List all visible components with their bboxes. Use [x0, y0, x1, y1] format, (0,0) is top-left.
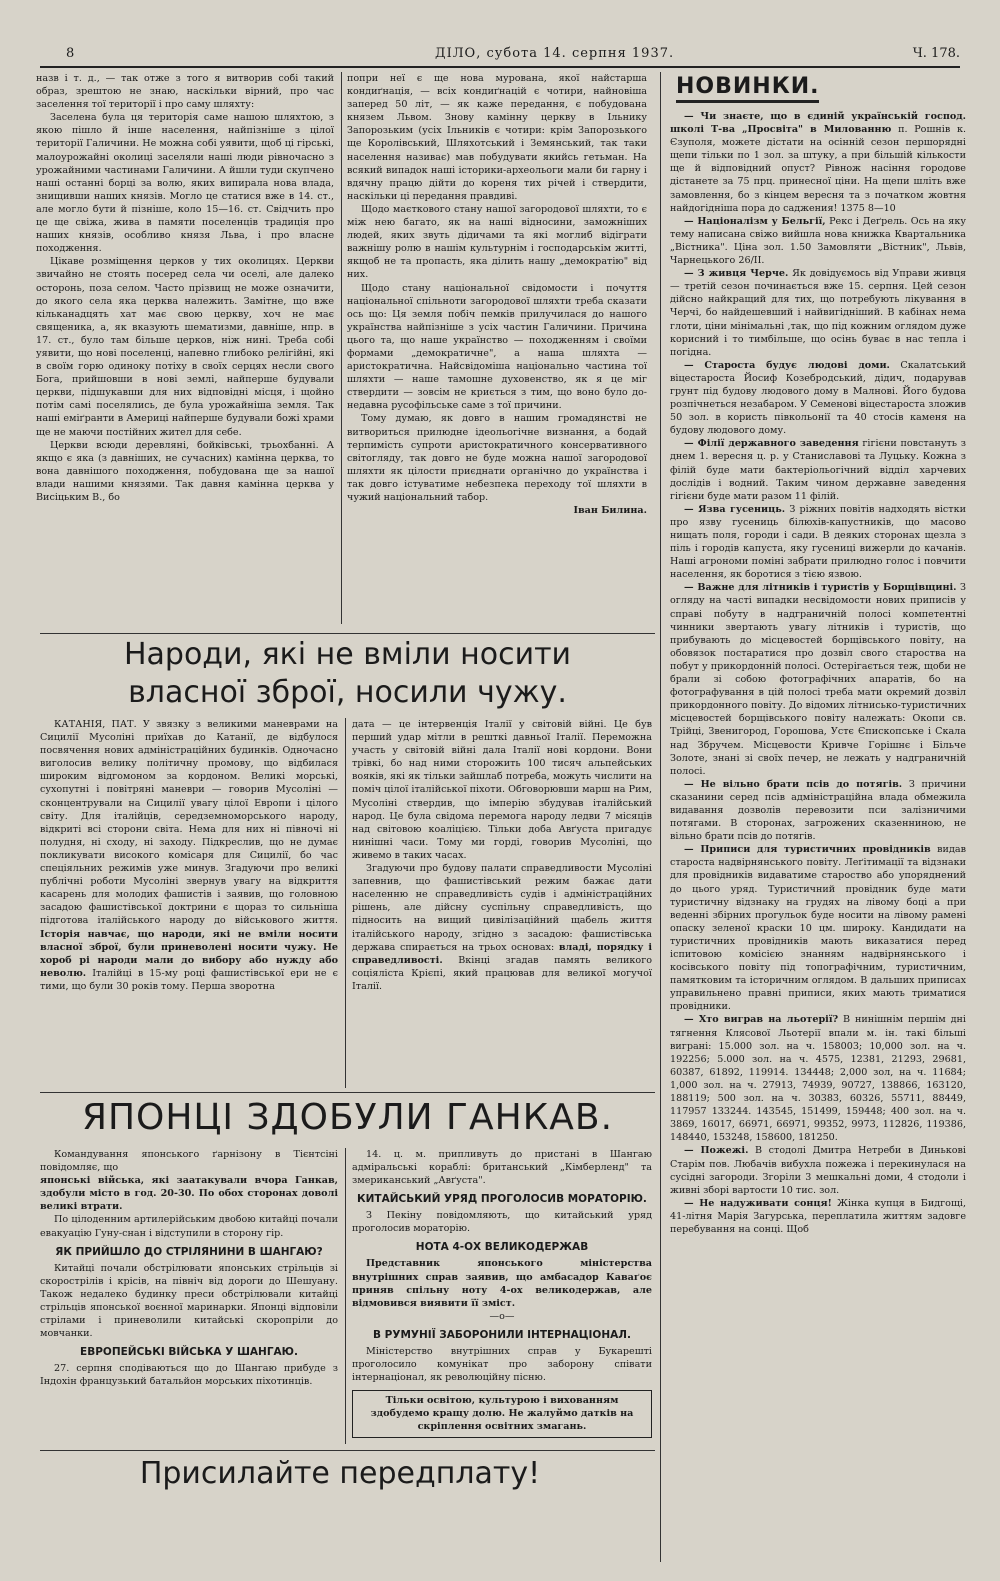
- paragraph-text: Згадуючи про будову палати справедливости Мусоліні запевнив, що фашистівський режим бажає дати населенню не справедливість судів і адміністраційних рішень, але дійсну суспільну справедливість, що підносить на вищий цивілізаційний щабель життя італійського народу, згідно з засадою: фашистівська держава спирається на трьох основах:: [352, 863, 652, 953]
- news-item-text: Як довідуємось від Управи живця — третій сезон починається вже 15. серпня. Цей сезон дійсно найкращий для тих, що потребують лікування в Черчі, бо найдешевший і найвигідніший. В кабінах нема глоти, ціни мінімальні ,так, що під кожним оглядом дуже корисний і то тимбільше, що осінь буває в нас тепла і погідна.: [670, 268, 966, 358]
- section-divider: [40, 1092, 655, 1093]
- news-item: [670, 1144, 966, 1196]
- italy-article-col-1: [40, 718, 338, 1090]
- headline-line: власної зброї, носили чужу.: [128, 675, 567, 710]
- divider-mark: —о—: [489, 1310, 515, 1322]
- news-item-lead: — Філії державного заведення: [684, 438, 859, 450]
- news-item-text: В нинішнім першім дні тягнення Клясової Льотерії впали м. ін. такі більші виграні: 15.000 зол. на ч. 158003; 10,000 зол. на ч. 192256; 5.000 зол. на ч. 4575, 12381, 21293, 29681, 60387, 61892, 119914. 134448; 2,000 зол, на ч. 11684; 1,000 зол. на ч. 27913, 74939, 90727, 138866, 163120, 188119; 500 зол. на ч. 30383, 60326, 55711, 88449, 117957 133244. 143545, 151499, 159448; 400 зол. на ч. 3869, 16017, 66971, 66971, 99352, 9973, 112826, 119386, 148440, 153248, 158600, 181250.: [670, 1014, 966, 1144]
- paragraph: 27. серпня сподіваються що до Шангаю прибуде з Індохін французький батальйон морських піхотинців.: [40, 1363, 338, 1388]
- paragraph: Міністерство внутрішних справ у Букарешті проголосило комунікат про заборону співати інтернаціонал, як революційну пісню.: [352, 1345, 652, 1384]
- news-item: [670, 778, 966, 843]
- news-item-text: Жінка купця в Бидгощі, 41-літня Марія Загурська, переплатила життям задовге перебування на сонці. Щоб: [670, 1197, 966, 1235]
- news-column: [670, 110, 966, 1570]
- paragraph: [352, 862, 652, 993]
- paragraph: З Пекіну повідомляють, що китайський уряд проголосив мораторію.: [352, 1210, 652, 1235]
- news-section-title: НОВИНКИ.: [676, 74, 819, 103]
- news-item-text: Рекс і Деґрель. Ось на яку тему написана свіжо вийшла нова книжка Квартальника „Вістника". Ціна зол. 1.50 Замовляти „Вістник", Львів, Чарнецького 26/ІІ.: [670, 215, 966, 267]
- news-item-text: гігієни повстануть з днем 1. вересня ц. р. у Станиславові та Луцьку. Кожна з філій буде мати бактеріольогічний відділ харчевих дослідів і водний. Таким чином державне заведення гігієни буде мати разом 11 філій.: [670, 438, 966, 502]
- paragraph: Цікаве розміщення церков у тих околицях. Церкви звичайно не стоять посеред села чи оселі, але далеко осторонь, поза селом. Часто прізвищ не може означити, до якого села яка церква належить. Замітне, що вже кільканадцять хат має свою церкву, хоч не має священика, а, як вказують шематизми, давніше, нпр. в 17. ст., було там більше церков, ніж нині. Треба собі уявити, що нові поселенці, напевно глибоко релігійні, які в своїм горю одиноку потіху в своїх серцях несли свого Бога, прийшовши в нові землі, найперше будували церкви, підшукавши для них відповідні місця, і щойно потім самі поселялись, де була урожайніша земля. Так наші еміґранти в Америці найперше будували божі храми ще не маючи постійних жител для себе.: [36, 256, 334, 438]
- headline-line: Народи, які не вміли носити: [123, 637, 572, 672]
- news-item: [670, 437, 966, 502]
- paragraph: По цілоденним артилерійським двобою китайці почали евакуацію Гуну-снан і відступили в сторону гір.: [40, 1214, 338, 1239]
- subheading: НОТА 4-ОХ ВЕЛИКОДЕРЖАВ: [415, 1241, 589, 1254]
- subheading: ЯК ПРИЙШЛО ДО СТРІЛЯНИНИ В ШАНГАЮ?: [55, 1245, 323, 1258]
- bold-phrase: владі, порядку і справедливості.: [352, 941, 652, 966]
- paragraph: Церкви всюди деревляні, бойківські, трьохбанні. А якщо є яка (з давніших, не сучасних) камінна церква, то вона давнішого походження, побудована ще за нашої влади нашими князями. Так давня камінна церква у Висіцьким В., бо: [36, 439, 334, 503]
- news-item-text: З ріжних повітів надходять вістки про язву гусениць білюхів-капустників, що масово нищать поля, городи і сади. В деяких сторонах щезла з піль і городів капуста, яку гусениці вижерли до качанів. Наші агрономи поміні забрати прилюдно голос і повчити населення, як боротися з тією язвою.: [670, 503, 966, 581]
- paragraph: Щодо стану національної свідомости і почуття національної спільноти загородової шляхти треба сказати ось що: Ця земля побіч пемків прилучилася до нашого українства найпізніше з усіх частин Галичини. Причина цього та, що наше українство — походженням і своїми формами „демократичне", а наша шляхта — аристократична. Найсвідоміша національно частина тої шляхти — наше тамошне духовенство, як я це міг ствердити — зовсім не криється з тим, що воно було до-недавна русофільське саме з тої причини.: [347, 282, 647, 412]
- paragraph: назв і т. д., — так отже з того я витворив собі такий образ, зрештою не знаю, наскільки вірний, про час заселення тої території і про саму шляхту:: [36, 73, 334, 111]
- news-item: [670, 359, 966, 438]
- subscription-appeal: Присилайте передплату!: [139, 1456, 541, 1491]
- news-item: [670, 843, 966, 1013]
- column-divider: [341, 72, 342, 624]
- italy-headline: [40, 636, 655, 712]
- news-item-lead: — Хто виграв на льотерії?: [684, 1014, 839, 1026]
- paragraph: 14. ц. м. припливуть до пристані в Шангаю адміральські кораблі: британський „Кімберленд" та змериканський „Авґуста".: [352, 1149, 652, 1187]
- paragraph: Представник японського міністерства внутрішних справ заявив, що амбасадор Каваґоє приняв спільну ноту 4-ох великодержав, але відмовився виявити її зміст.: [352, 1258, 652, 1309]
- paragraph: Китайці почали обстрілювати японських стрільців зі скорострілів і крісів, на північ від дороги до Шешуану. Також недалеко будинку преси обстрілювали китайці стрільців японської воєнної маринарки. Японці відповіли стрілами і приневолили китайські скоропріли до мовчанки.: [40, 1262, 338, 1340]
- paragraph: Тому думаю, як довго в нашим громадянстві не витвориться прилюдне ідеольогічне визнання, а бодай терпимість супроти аристократичного консервативного світогляду, так довго не буде можна нашої загородової шляхти як цілости приєднати органічно до українства і так довго істуватиме небезпека переходу тої шляхти в чужий національний табор.: [347, 413, 647, 503]
- news-item: [670, 110, 966, 215]
- paragraph: [40, 718, 338, 993]
- subheading: КИТАЙСЬКИЙ УРЯД ПРОГОЛОСИВ МОРАТОРІЮ.: [357, 1193, 647, 1206]
- issue-number: Ч. 178.: [912, 46, 960, 61]
- news-item-text: З причини сказанини серед псів адміністраційна влада обмежила видавання дозволів перевозити пси залізничими потягами. В сторонах, загрожених сказенниною, не вільно брати псів до потягів.: [670, 778, 966, 843]
- news-item-lead: — Не вільно брати псів до потягів.: [684, 778, 903, 790]
- column-divider: [345, 718, 346, 1088]
- news-item-text: п. Рошнів к. Єзуполя, можете дістати на осінній сезон першорядні щепи тільки по 1 зол. за штуку, а при більшій кількости ще й відповідний опуст? Рівнож насіння городове дістанете за 75 прц. принесної ціни. На щепи шліть вже замовлення, бо з кінцем вересня та з початком жовтня найдогідніша пора до саджения! 1375 8—10: [670, 124, 966, 214]
- top-article-col-2: [347, 72, 647, 630]
- news-item-lead: — Пожежі.: [684, 1145, 749, 1157]
- paragraph-text: Італійці в 15-му році фашистівської ери не є тими, що були 30 років тому. Перша зворотна: [40, 967, 338, 992]
- news-item: [670, 1013, 966, 1144]
- framed-notice: Тільки освітою, культурою і вихованням здобудемо кращу долю. Не жалуймо датків на скріплення освітних змагань.: [352, 1390, 652, 1437]
- news-item: [670, 1197, 966, 1236]
- news-item-lead: — Приписи для туристичних провідників: [684, 844, 931, 856]
- paragraph-text: Вкінці згадав память великого соціяліста Крієпі, який працював для великої могучої Італії.: [352, 954, 652, 992]
- japan-article-col-2: [352, 1148, 652, 1448]
- news-item-lead: — З живця Черче.: [684, 268, 789, 280]
- bold-quote: Історія навчає, що народи, які не вміли носити власної зброї, були приневолені носити чужу. Не хороб рі народи мали до вибору або нужду або неволю.: [40, 928, 338, 979]
- news-item: [670, 581, 966, 777]
- news-item-text: Скалатський віцестароста Йосиф Козебродський, дідич, подарував грунт під будову людового дому в Малнові. Його будова розпічнеться незабаром. У Семенові віцестароста зложив 50 зол. в користь півкольонії та 40 стосів каменя на будову людового дому.: [670, 359, 966, 437]
- subheading: ЕВРОПЕЙСЬКІ ВІЙСЬКА У ШАНГАЮ.: [80, 1346, 298, 1359]
- column-divider: [660, 72, 661, 1562]
- section-divider: [40, 1450, 655, 1451]
- news-item-text: видав староста надвірнянського повіту. Леґітимації та відзнаки для провідників видаватиме староство або упоряднений до цього уряд. Туристичний провідник буде мати туристичну відзнаку на грудях на лівому боці а при веденні збірних прогульок буде носити на лівому рамені опаску зеленої краски 10 цм. широку. Кандидати на туристичних провідників мають виказатися перед іспитовою комісією знанням надвірнянського і косівського повіту під топографічним, туристичним, памятковим та історичним оглядом. В дальших приписах упрaвильнено правні приписи, яких мають триматися провідники.: [670, 844, 966, 1013]
- paragraph-text: КАТАНІЯ, ПАТ. У звязку з великими маневрами на Сицилії Мусоліні приїхав до Катанії, де відбулося посвячення нових адміністраційних будинків. Одночасно виголосив велику політичну промову, що відбилася широким відгомоном за кордоном. Великі морські, сухопутні і повітряні маневри — говорив Мусоліні — сконцентрували на Сицилії увагу цілої Европи і цілого світу. Для італійців, середземноморського народу, відкриті всі сторони світа. Нема для них ні півночі ні полудня, ні сходу, ні заходу. Підкреслив, що не думає покликувати високого комісаря для Сицилії, бо час спеціяльних режимів уже минув. Згадуючи про великі публічні роботи Мусоліні звернув увагу на відкриття касарень для молодих фашистів і заявив, що головною засадою фашистівської доктрини є щораз то сильніша підготова італійського народу до військового життя.: [40, 719, 338, 927]
- paragraph: Щодо маєткового стану нашої загородової шляхти, то є між нею багато, як на наші відносини, заможніших людей, яких звуть дідичами та які моглиб відіграти важнішу ролю в нашім культурнім і господарськім житті, якщоб не та пропасть, яка ділить нашу „демократію" від них.: [347, 203, 647, 281]
- paragraph: дата — це інтервенція Італії у світовій війні. Це був перший удар мітли в решткі давньої Італії. Переможна участь у світовій війні дала Італії нові кордони. Вони трівкі, бо над ними сторожить 100 тисяч альпейських вояків, які як тільки зайшлаб потреба, можуть числити на поміч цілої італійської піхоти. Обговорювши марш на Рим, Мусоліні ствердив, що імперію збудував італійський народ. Це була свідома перемога народу ледви 7 місяців над світовою коаліцією. Тільки доба Авґуста пригадує нинішні часи. Тому ми горді, говорив Мусоліні, що живемо в таких часах.: [352, 719, 652, 861]
- news-item-lead: — Важне для літників і туристів у Борщівщині.: [684, 582, 957, 594]
- news-item-lead: — Язва гусениць.: [684, 503, 786, 515]
- news-item-lead: — Націоналізм у Бельгії,: [684, 215, 826, 227]
- news-item-lead: — Старостa будує людові доми.: [684, 359, 890, 371]
- section-divider: [40, 633, 655, 634]
- paragraph: Командування японського ґарнізону в Тієнтсіні повідомляє, що: [40, 1149, 338, 1174]
- paragraph: Заселена була ця територія саме нашою шляхтою, з якою пішло й інше населення, найпізніше з цілої території Галичини. Не можна собі уявити, щоб ці гірські, малоурожайні околиці заселяли наші люди рівночасно з урожайними частинами Галичини. А йшли туди скупчено наші останні борці за волю, яких випирала нова влада, знищивши наших князів. Могло це статися вже в 14. ст., але могло бути й пізніше, коло 15—16. ст. Свідчить про це ще свіжа, жива в памяти поселенців традиція про наших князів, особливо князя Льва, і про власне походження.: [36, 112, 334, 255]
- column-divider: [345, 1148, 346, 1444]
- news-item: [670, 215, 966, 267]
- news-item-lead: — Не надуживати сонця!: [684, 1197, 832, 1209]
- news-item-text: З огляду на часті випадки несвідомости нових приписів у справі побуту в надграничній полосі компетентні чинники звертають увагу літників і туристів, що прибувають до місцевостей борщівського повіту, на обовязок постаратися про дозвіл свого староства на побут у прикордонній полосі. Остерігається теж, щоби не брали зі собою фотографічних апаратів, бо на фотографування в цій полосі треба мати окремий дозвіл прикордонного повіту. До відомих літнисько-туристичних місцевостей борщівського повіту належать: Окопи св. Трійці, Звенигород, Горошова, Устє Єпископське і Скала над Збручем. Місцевости Кривче Горішнє і Більче Золоте, знані зі своїх печер, не лежать у надграничній полосі.: [670, 582, 966, 777]
- japan-headline: ЯПОНЦІ ЗДОБУЛИ ГАНКАВ.: [81, 1097, 614, 1138]
- news-item-lead: — Чи знаєте, що в єдиній українській господ. школі Т-ва „Просвіта" в Милованню: [670, 111, 966, 136]
- top-article-col-1: [36, 72, 334, 624]
- bold-lead: японські війська, які заатакували вчора Ганкав, здобули місто в год. 20-30. По обох сторонах доволі великі втрати.: [40, 1175, 338, 1213]
- paragraph: попри неї є ще нова мурована, якої найстарша кондиґнація, — всіх кондиґнацій є чотири, найновіша заперед 50 літ, — як каже передання, є побудована князем Львом. Знову камінну церкву в Ільнику Запорозьким (усіх Ільників є чотири: крім Запорозького ще Королівський, Шляхотський і Земянський, так таки населення називає) мав побудувати якийсь гетьман. На всякий випадок наші історики-археольоги мали би гарну і вдячну працю дійти до кореня тих річей і ствердити, наскільки ці передання правдиві.: [347, 73, 647, 202]
- author-signature: Іван Билина.: [573, 505, 647, 517]
- japan-article-col-1: [40, 1148, 338, 1444]
- subheading: В РУМУНІЇ ЗАБОРОНИЛИ ІНТЕРНАЦІОНАЛ.: [373, 1328, 631, 1341]
- page-header: [40, 40, 960, 68]
- news-item-text: В стодолі Дмитра Нетреби в Динькові Старім пов. Любачів вибухла пожежа і перекинулася на сусідні загороди. Згоріли 3 мешкальні доми, 4 стодоли і живні зборі вартости 10 тис. зол.: [670, 1145, 966, 1196]
- news-item: [670, 267, 966, 359]
- news-item: [670, 503, 966, 582]
- page-number: 8: [66, 46, 75, 61]
- italy-article-col-2: [352, 718, 652, 1090]
- masthead-line: ДІЛО, субота 14. серпня 1937.: [435, 46, 675, 61]
